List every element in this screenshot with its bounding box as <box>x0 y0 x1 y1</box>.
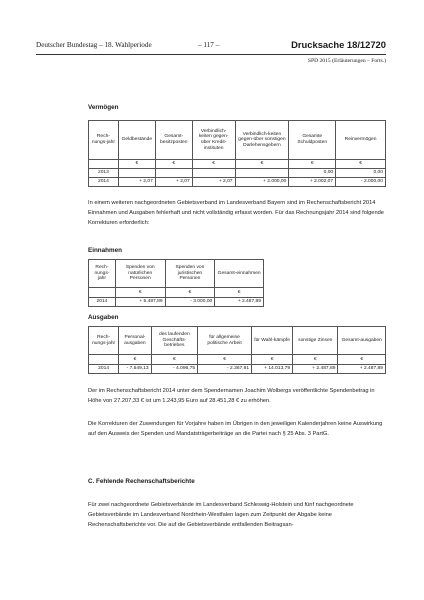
table-header-cell: Reinvermögen <box>336 121 386 160</box>
page-header <box>36 39 386 53</box>
page-number: – 117 – <box>198 41 220 49</box>
table-cell: + 2.000,00 <box>235 178 289 187</box>
unit-cell: € <box>338 355 386 365</box>
table-header-cell: Rech-nungs-jahr <box>89 121 119 160</box>
document-number: Drucksache 18/12720 <box>291 39 386 50</box>
table-cell <box>118 169 155 178</box>
table-cell: + 14.013,79 <box>252 365 293 374</box>
table-cell <box>235 169 289 178</box>
einnahmen-table <box>88 259 264 307</box>
unit-cell: € <box>118 160 155 169</box>
table-header-cell: Gesamte Schuldposten <box>289 121 336 160</box>
running-subheader: SPD 2015 (Erläuterungen – Forts.) <box>307 58 386 64</box>
paragraph-donation: Der im Rechenschaftsbericht 2014 unter dem Spendernamen Joachim Wolbergs veröffentlichte Spendenbetrag in Höhe von 27.207,33 € ist um 1.243,95 Euro auf 28.451,28 € zu erhöhen. <box>88 388 375 404</box>
unit-cell: € <box>289 160 336 169</box>
table-cell: 2014 <box>89 298 116 307</box>
table-cell: + 5.487,89 <box>115 298 165 307</box>
paragraph-missing-reports: Für zwei nachgeordnete Gebietsverbände im Landesverband Schleswig-Holstein und fünf nachgeordnete Gebietsverbände im Landesverband Nordrhein-Westfalen lagen zum Zeitpunkt der Abgabe keine Rechenschaftsberichte vor. Die auf die Gebietsverbände entfallenden Beitragsan- <box>88 502 354 528</box>
unit-cell <box>89 160 119 169</box>
table-header-cell: Rech-nungs-jahr <box>89 260 116 288</box>
unit-cell: € <box>151 355 197 365</box>
table-header-cell: Gesamt-besitzposten <box>155 121 192 160</box>
paragraph-prior-years: Die Korrekturen der Zuwendungen für Vorjahre haben im Übrigen in den jeweiligen Kalenderjahren keine Auswirkung auf den Ausweis der Spenden und Mandatsträgerbeiträge an die Partei nach § 25 Abs. 3 PartG. <box>88 421 383 437</box>
header-left: Deutscher Bundestag – 18. Wahlperiode <box>36 41 152 49</box>
table-cell <box>192 169 235 178</box>
table-header-cell: Verbindlich-keiten gegen-über sonstigen Darlehensgebern <box>235 121 289 160</box>
einnahmen-title: Einnahmen <box>88 247 122 254</box>
unit-cell: € <box>252 355 293 365</box>
header-rule <box>36 54 386 55</box>
table-cell: 0,00 <box>336 169 386 178</box>
table-cell: + 2.487,89 <box>293 365 338 374</box>
section-c-heading: C. Fehlende Rechenschaftsberichte <box>88 478 195 485</box>
table-header-cell: Spenden von natürlichen Personen <box>115 260 165 288</box>
table-cell: + 2.002,07 <box>289 178 336 187</box>
table-cell: 2014 <box>89 178 119 187</box>
table-cell: + 2.487,89 <box>338 365 386 374</box>
table-cell: - 3.000,00 <box>165 298 215 307</box>
table-cell: - 2.367,91 <box>198 365 252 374</box>
table-cell: 2014 <box>89 365 119 374</box>
unit-cell <box>89 288 116 298</box>
table-cell: + 2,07 <box>155 178 192 187</box>
table-cell: - 7.549,13 <box>119 365 151 374</box>
table-header-cell: Geldbestände <box>118 121 155 160</box>
unit-cell: € <box>215 288 264 298</box>
table-header-cell: Gesamt-einnahmen <box>215 260 264 288</box>
unit-cell: € <box>336 160 386 169</box>
table-header-cell: Spenden von juristischen Personen <box>165 260 215 288</box>
table-header-cell: des laufenden Geschäfts-betriebes <box>151 327 197 355</box>
table-header-cell: Rech-nungs-jahr <box>89 327 119 355</box>
table-cell: 2013 <box>89 169 119 178</box>
unit-cell: € <box>165 288 215 298</box>
unit-cell: € <box>192 160 235 169</box>
paragraph-correction-intro: In einem weiteren nachgeordneten Gebietsverband im Landesverband Bayern sind im Rechenschaftsbericht 2014 Einnahmen und Ausgaben fehlerhaft und nicht vollständig erfasst worden. Für das Rechnungsjahr 2014 sind folgende Korrekturen erforderlich: <box>88 200 384 226</box>
table-header-cell: sonstige Zinsen <box>293 327 338 355</box>
vermoegen-title: Vermögen <box>88 104 119 111</box>
ausgaben-table <box>88 326 386 374</box>
table-cell: + 2.487,89 <box>215 298 264 307</box>
unit-cell: € <box>155 160 192 169</box>
unit-cell: € <box>198 355 252 365</box>
table-cell: - 2.000,00 <box>336 178 386 187</box>
unit-cell: € <box>115 288 165 298</box>
table-cell: 0,00 <box>289 169 336 178</box>
table-cell: + 2,07 <box>192 178 235 187</box>
vermoegen-table <box>88 120 386 187</box>
table-cell <box>155 169 192 178</box>
table-header-cell: Verbindlich-keiten gegen-über Kredit-instituten <box>192 121 235 160</box>
unit-cell: € <box>293 355 338 365</box>
table-header-cell: für Wahl-kämpfe <box>252 327 293 355</box>
unit-cell: € <box>235 160 289 169</box>
ausgaben-title: Ausgaben <box>88 314 119 321</box>
table-header-cell: für allgemeine politische Arbeit <box>198 327 252 355</box>
table-header-cell: Personal-ausgaben <box>119 327 151 355</box>
unit-cell: € <box>119 355 151 365</box>
unit-cell <box>89 355 119 365</box>
table-cell: - 4.096,75 <box>151 365 197 374</box>
table-cell: + 2,07 <box>118 178 155 187</box>
table-header-cell: Gesamt-ausgaben <box>338 327 386 355</box>
